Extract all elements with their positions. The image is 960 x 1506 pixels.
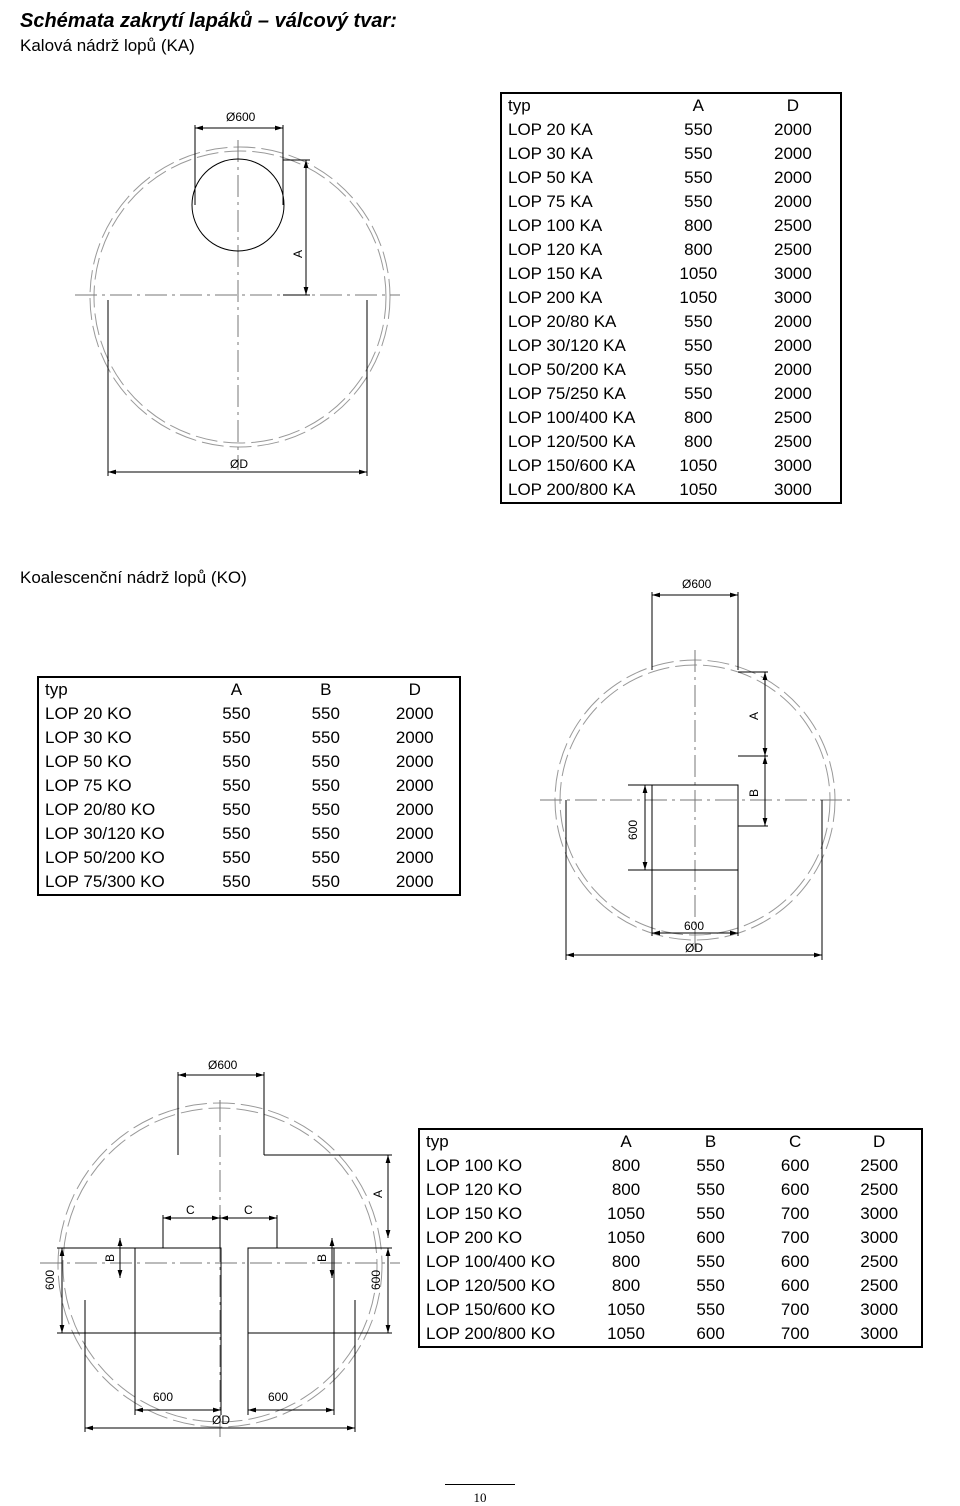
ko1-dim-600v: 600 — [626, 819, 640, 840]
cell-value: 1050 — [679, 288, 718, 307]
cell-value: 550 — [696, 1276, 725, 1295]
cell-value: 550 — [311, 728, 340, 747]
cell-value: 550 — [696, 1180, 725, 1199]
header-d: D — [786, 96, 800, 115]
cell-typ: LOP 20 KA — [508, 120, 593, 139]
cell-value: 2000 — [774, 120, 812, 139]
cell-value: 550 — [311, 824, 340, 843]
cell-value: 3000 — [860, 1300, 899, 1319]
cell-value: 800 — [611, 1276, 641, 1295]
table-row — [38, 846, 460, 870]
tank-outline — [90, 147, 390, 447]
cell-typ: LOP 200/800 KO — [426, 1324, 556, 1343]
table-row — [38, 798, 460, 822]
cell-value: 600 — [780, 1252, 810, 1271]
cell-value: 1050 — [679, 264, 718, 283]
cell-typ: LOP 120/500 KO — [426, 1276, 556, 1295]
cell-value: 1050 — [607, 1300, 645, 1319]
table-row — [501, 406, 841, 430]
cell-value: 550 — [311, 800, 340, 819]
ko2-dim-d: ØD — [212, 1413, 230, 1427]
ko1-dim-600h: 600 — [684, 919, 705, 933]
cell-value: 3000 — [774, 456, 812, 475]
cell-typ: LOP 150/600 KO — [426, 1300, 556, 1319]
ko1-manhole-label: Ø600 — [682, 577, 712, 591]
cell-value: 2000 — [774, 360, 812, 379]
cell-value: 2000 — [774, 336, 812, 355]
table-header-row — [419, 1129, 922, 1154]
ko2-dim-a: A — [371, 1189, 385, 1198]
cell-typ: LOP 75 KA — [508, 192, 593, 211]
table-row — [38, 822, 460, 846]
cell-value: 2000 — [395, 848, 434, 867]
cell-typ: LOP 20 KO — [45, 704, 132, 723]
ka-dim-d: ØD — [230, 457, 248, 471]
table-row — [501, 334, 841, 358]
cell-value: 800 — [684, 216, 713, 235]
table-row — [38, 726, 460, 750]
ko2-dim-600h-left: 600 — [153, 1390, 174, 1404]
cell-typ: LOP 100/400 KO — [426, 1252, 556, 1271]
table-row — [501, 286, 841, 310]
cell-value: 600 — [780, 1276, 810, 1295]
table-row — [501, 142, 841, 166]
cell-value: 550 — [222, 824, 251, 843]
cell-value: 550 — [222, 848, 251, 867]
cell-value: 550 — [684, 336, 713, 355]
cell-value: 2000 — [774, 144, 812, 163]
cell-value: 700 — [780, 1228, 810, 1247]
table-row — [501, 310, 841, 334]
cell-typ: LOP 200/800 KA — [508, 480, 636, 499]
table-row — [501, 478, 841, 503]
header-a: A — [692, 96, 704, 115]
cell-value: 1050 — [679, 456, 718, 475]
table-row — [501, 382, 841, 406]
table-row — [501, 358, 841, 382]
page-title: Schémata zakrytí lapáků – válcový tvar: — [20, 10, 397, 32]
cell-value: 2000 — [395, 728, 434, 747]
cell-value: 800 — [684, 240, 713, 259]
table-row — [501, 118, 841, 142]
table-row — [419, 1250, 922, 1274]
cell-value: 2500 — [774, 408, 812, 427]
cell-value: 2500 — [774, 216, 812, 235]
cell-value: 550 — [311, 872, 340, 891]
table-row — [419, 1226, 922, 1250]
ko2-dim-c-left: C — [186, 1203, 195, 1217]
table-row — [38, 870, 460, 895]
table-row — [501, 238, 841, 262]
cell-value: 600 — [780, 1156, 810, 1175]
cell-typ: LOP 150 KA — [508, 264, 603, 283]
table-ka — [500, 92, 842, 504]
header-a: A — [230, 680, 243, 699]
table-ko-large — [418, 1128, 923, 1348]
table-ko-small — [37, 676, 461, 896]
cell-value: 600 — [696, 1228, 725, 1247]
table-header-row — [501, 93, 841, 118]
table-row — [419, 1322, 922, 1347]
cell-typ: LOP 30/120 KA — [508, 336, 626, 355]
header-b: B — [320, 680, 332, 699]
cell-value: 700 — [780, 1300, 810, 1319]
cell-value: 1050 — [607, 1204, 645, 1223]
cell-value: 2500 — [860, 1156, 899, 1175]
cell-value: 550 — [684, 360, 713, 379]
drawing-ko2 — [40, 1072, 400, 1440]
cell-value: 3000 — [774, 480, 812, 499]
header-typ: typ — [508, 96, 531, 115]
ko1-dim-d: ØD — [685, 941, 703, 955]
cell-typ: LOP 200 KO — [426, 1228, 523, 1247]
table-row — [419, 1298, 922, 1322]
cell-value: 550 — [222, 800, 251, 819]
ko2-dim-600v-left: 600 — [43, 1269, 57, 1290]
cell-typ: LOP 120/500 KA — [508, 432, 636, 451]
section-ko-title: Koalescenční nádrž lopů (KO) — [20, 568, 247, 587]
cell-value: 550 — [222, 752, 251, 771]
ko2-dim-b-left: B — [103, 1253, 117, 1262]
table-row — [501, 166, 841, 190]
cell-typ: LOP 50/200 KA — [508, 360, 626, 379]
cell-value: 550 — [311, 704, 340, 723]
ko1-dim-a: A — [747, 711, 761, 720]
header-c: C — [788, 1132, 802, 1151]
cell-value: 600 — [696, 1324, 725, 1343]
table-header-row — [38, 677, 460, 702]
ka-manhole-label: Ø600 — [226, 110, 256, 124]
cell-typ: LOP 150/600 KA — [508, 456, 636, 475]
cell-value: 800 — [684, 432, 713, 451]
cell-value: 550 — [222, 776, 251, 795]
ko2-dim-600v-right: 600 — [369, 1269, 383, 1290]
cell-value: 550 — [696, 1300, 725, 1319]
cell-value: 550 — [684, 120, 713, 139]
cell-value: 2000 — [395, 752, 434, 771]
section-ka-title: Kalová nádrž lopů (KA) — [20, 36, 195, 55]
cell-value: 550 — [222, 704, 251, 723]
table-row — [419, 1202, 922, 1226]
table-row — [419, 1274, 922, 1298]
cell-value: 2000 — [395, 776, 434, 795]
cell-value: 3000 — [774, 288, 812, 307]
header-b: B — [704, 1132, 717, 1151]
cell-typ: LOP 120 KO — [426, 1180, 523, 1199]
cell-value: 2000 — [395, 704, 434, 723]
cell-value: 550 — [311, 848, 340, 867]
cell-value: 2000 — [774, 312, 812, 331]
table-row — [38, 750, 460, 774]
ka-dim-a: A — [291, 249, 305, 258]
table-row — [38, 774, 460, 798]
cell-value: 3000 — [860, 1228, 899, 1247]
ko1-dim-b: B — [747, 788, 761, 797]
table-row — [38, 702, 460, 726]
header-d: D — [873, 1132, 886, 1151]
cell-typ: LOP 100 KA — [508, 216, 603, 235]
cell-value: 2000 — [395, 800, 434, 819]
cell-typ: LOP 75 KO — [45, 776, 132, 795]
page-number: 10 — [473, 1490, 487, 1505]
cell-value: 3000 — [860, 1324, 899, 1343]
cell-value: 550 — [696, 1252, 725, 1271]
cell-value: 550 — [311, 752, 340, 771]
footer-rule — [445, 1484, 515, 1485]
cell-value: 600 — [780, 1180, 810, 1199]
header-a: A — [620, 1132, 632, 1151]
cell-typ: LOP 50/200 KO — [45, 848, 165, 867]
cell-value: 550 — [684, 144, 713, 163]
table-row — [501, 190, 841, 214]
cell-value: 550 — [684, 192, 713, 211]
cell-value: 2000 — [774, 192, 812, 211]
cell-value: 1050 — [607, 1324, 645, 1343]
ko2-manhole-label: Ø600 — [208, 1058, 238, 1072]
cell-value: 550 — [684, 168, 713, 187]
cell-typ: LOP 30/120 KO — [45, 824, 165, 843]
cell-value: 2000 — [774, 384, 812, 403]
table-row — [501, 454, 841, 478]
cell-value: 700 — [780, 1324, 810, 1343]
cell-typ: LOP 50 KO — [45, 752, 132, 771]
cell-value: 550 — [311, 776, 340, 795]
cell-value: 3000 — [774, 264, 812, 283]
cell-value: 800 — [611, 1252, 641, 1271]
drawing-ko1 — [540, 592, 850, 960]
cell-typ: LOP 75/300 KO — [45, 872, 165, 891]
cell-value: 550 — [684, 384, 713, 403]
cell-typ: LOP 75/250 KA — [508, 384, 626, 403]
cell-value: 1050 — [607, 1228, 645, 1247]
header-d: D — [408, 680, 421, 699]
cell-value: 2500 — [860, 1180, 899, 1199]
cell-value: 2500 — [774, 432, 812, 451]
ko2-dim-600h-right: 600 — [268, 1390, 289, 1404]
cell-value: 2500 — [860, 1276, 899, 1295]
cell-typ: LOP 100 KO — [426, 1156, 523, 1175]
cell-value: 3000 — [860, 1204, 899, 1223]
drawing-ka — [75, 125, 400, 476]
header-typ: typ — [426, 1132, 449, 1151]
cell-typ: LOP 30 KA — [508, 144, 593, 163]
cell-typ: LOP 150 KO — [426, 1204, 523, 1223]
table-row — [419, 1178, 922, 1202]
cell-value: 2000 — [395, 824, 434, 843]
cell-typ: LOP 20/80 KO — [45, 800, 156, 819]
cell-value: 800 — [684, 408, 713, 427]
table-row — [501, 214, 841, 238]
cell-value: 550 — [222, 728, 251, 747]
table-row — [501, 262, 841, 286]
cell-value: 800 — [611, 1156, 641, 1175]
cell-value: 2000 — [774, 168, 812, 187]
cell-value: 700 — [780, 1204, 810, 1223]
cell-value: 1050 — [679, 480, 718, 499]
table-row — [419, 1154, 922, 1178]
cell-value: 2500 — [774, 240, 812, 259]
cell-typ: LOP 200 KA — [508, 288, 603, 307]
cell-value: 550 — [222, 872, 251, 891]
cell-typ: LOP 120 KA — [508, 240, 603, 259]
cell-value: 550 — [684, 312, 713, 331]
header-typ: typ — [45, 680, 68, 699]
cell-typ: LOP 50 KA — [508, 168, 593, 187]
cell-typ: LOP 20/80 KA — [508, 312, 617, 331]
cell-typ: LOP 30 KO — [45, 728, 132, 747]
ko2-dim-b-right: B — [315, 1253, 329, 1262]
tank-outline-inner — [94, 151, 386, 443]
cell-value: 2500 — [860, 1252, 899, 1271]
cell-typ: LOP 100/400 KA — [508, 408, 636, 427]
cell-value: 550 — [696, 1156, 725, 1175]
cell-value: 550 — [696, 1204, 725, 1223]
ko2-dim-c-right: C — [244, 1203, 253, 1217]
filter-box-left — [135, 1248, 221, 1333]
cell-value: 800 — [611, 1180, 641, 1199]
table-row — [501, 430, 841, 454]
cell-value: 2000 — [395, 872, 434, 891]
